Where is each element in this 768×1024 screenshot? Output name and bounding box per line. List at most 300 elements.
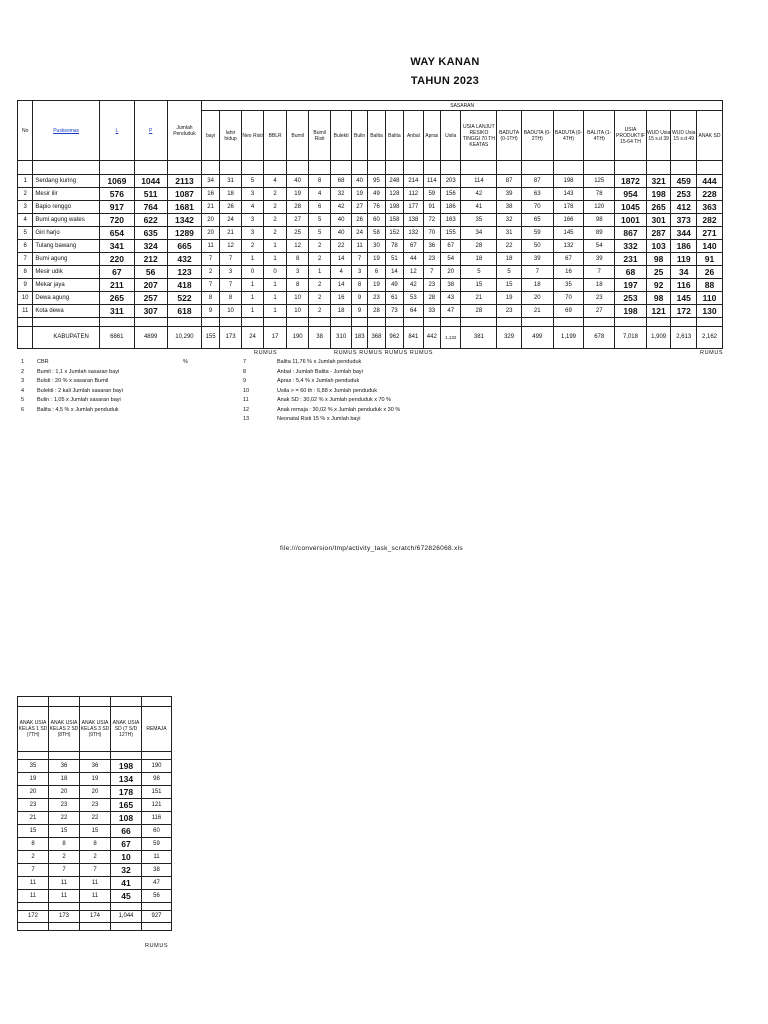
note-number: 1 (21, 359, 25, 365)
target-value: 98 (646, 253, 671, 266)
table2-value: 22 (49, 812, 80, 825)
target-value: 1 (242, 253, 264, 266)
target-value: 321 (646, 175, 671, 188)
target-value: 35 (461, 214, 497, 227)
target-value: 23 (423, 253, 440, 266)
table2-value: 8 (80, 838, 111, 851)
table-row (18, 253, 723, 266)
target-value: 14 (385, 266, 403, 279)
target-value: 10 (219, 305, 242, 318)
target-value: 34 (671, 266, 697, 279)
target-value: 78 (385, 240, 403, 253)
rumus-label: RUMUS (700, 350, 724, 356)
target-value: 15 (497, 279, 522, 292)
target-value: 39 (521, 253, 553, 266)
target-value: 1 (263, 305, 287, 318)
target-value: 186 (671, 240, 697, 253)
total-target-value: 678 (584, 327, 615, 349)
report-title: WAY KANAN (410, 56, 480, 68)
target-value: 2 (308, 292, 331, 305)
target-value: 31 (219, 175, 242, 188)
target-value: 67 (553, 253, 584, 266)
target-value: 53 (404, 292, 423, 305)
table-row (18, 890, 172, 903)
target-value: 2 (263, 227, 287, 240)
target-value: 72 (423, 214, 440, 227)
header-sasaran-col: BBLR (263, 111, 287, 161)
target-value: 1 (263, 279, 287, 292)
header-puskesmas-link[interactable]: Puskesmas (33, 101, 100, 161)
target-value: 5 (461, 266, 497, 279)
table2-value: 11 (80, 890, 111, 903)
row-number: 6 (18, 240, 33, 253)
target-value: 8 (351, 279, 367, 292)
target-value: 11 (351, 240, 367, 253)
target-value: 39 (584, 253, 615, 266)
female-count: 207 (134, 279, 167, 292)
target-value: 44 (404, 253, 423, 266)
table2-value: 165 (111, 799, 142, 812)
target-value: 5 (497, 266, 522, 279)
total-row (18, 327, 723, 349)
population-total: 418 (167, 279, 202, 292)
target-value: 20 (440, 266, 460, 279)
table2-value: 108 (111, 812, 142, 825)
table2-value: 59 (142, 838, 172, 851)
total-female: 4899 (134, 327, 167, 349)
target-value: 138 (404, 214, 423, 227)
target-value: 61 (385, 292, 403, 305)
table2-value: 134 (111, 773, 142, 786)
row-number: 1 (18, 175, 33, 188)
target-value: 49 (368, 188, 385, 201)
target-value: 25 (646, 266, 671, 279)
target-value: 49 (385, 279, 403, 292)
note-text: Anak SD : 30,02 % x Jumlah penduduk x 70 % (277, 397, 392, 403)
header-sasaran-col: Bulekti (331, 111, 351, 161)
total-target-value: 442 (423, 327, 440, 349)
table-row (18, 812, 172, 825)
target-value: 8 (287, 253, 309, 266)
target-value: 63 (521, 188, 553, 201)
total-target-value: 1,199 (553, 327, 584, 349)
male-count: 67 (99, 266, 134, 279)
table2-value: 151 (142, 786, 172, 799)
target-value: 178 (553, 201, 584, 214)
target-value: 186 (440, 201, 460, 214)
target-value: 33 (423, 305, 440, 318)
target-value: 248 (385, 175, 403, 188)
header-jumlah-penduduk: Jumlah Penduduk (167, 101, 202, 161)
header-l-link[interactable]: L (99, 101, 134, 161)
target-value: 3 (219, 266, 242, 279)
target-value: 15 (461, 279, 497, 292)
note-text: Apras : 5,4 % x Jumlah penduduk (277, 378, 360, 384)
target-value: 114 (461, 175, 497, 188)
row-number: 3 (18, 201, 33, 214)
table-row (18, 266, 723, 279)
target-value: 58 (368, 227, 385, 240)
header-sasaran-col: WUD Usia 15 s.d 49 (671, 111, 697, 161)
target-value: 119 (671, 253, 697, 266)
total-target-value: 17 (263, 327, 287, 349)
total-target-value: 1,909 (646, 327, 671, 349)
target-value: 36 (423, 240, 440, 253)
target-value: 59 (521, 227, 553, 240)
note-text: Bulin : 1,05 x Jumlah sasaran bayi (37, 397, 121, 403)
target-value: 34 (202, 175, 219, 188)
female-count: 257 (134, 292, 167, 305)
note-text: Balita : 4,5 % x Jumlah penduduk (37, 406, 119, 413)
target-value: 14 (331, 253, 351, 266)
table-row (18, 773, 172, 786)
formula-note (21, 368, 188, 378)
target-value: 2 (242, 240, 264, 253)
total-target-value: 190 (287, 327, 309, 349)
target-value: 18 (331, 305, 351, 318)
target-value: 1872 (615, 175, 647, 188)
table2-value: 178 (111, 786, 142, 799)
target-value: 253 (615, 292, 647, 305)
target-value: 23 (497, 305, 522, 318)
target-value: 1 (242, 292, 264, 305)
target-value: 231 (615, 253, 647, 266)
target-value: 125 (584, 175, 615, 188)
row-number: 2 (18, 188, 33, 201)
target-value: 143 (553, 188, 584, 201)
target-value: 158 (385, 214, 403, 227)
target-value: 120 (584, 201, 615, 214)
row-number: 5 (18, 227, 33, 240)
target-value: 155 (440, 227, 460, 240)
total-label: KABUPATEN (33, 327, 100, 349)
target-value: 18 (497, 253, 522, 266)
target-value: 363 (697, 201, 723, 214)
target-value: 130 (697, 305, 723, 318)
note-text: Bulsti : 20 % x sasaran Bumil (37, 378, 109, 384)
formula-note (21, 387, 188, 397)
header-sasaran-col: Bumil Risti (308, 111, 331, 161)
header-sasaran-col: ANAK SD (697, 111, 723, 161)
target-value: 2 (263, 214, 287, 227)
target-value: 198 (553, 175, 584, 188)
target-value: 26 (697, 266, 723, 279)
target-value: 21 (461, 292, 497, 305)
file-path: file:///conversion/tmp/activity_task_scratch/672826068.xls (280, 545, 463, 552)
target-value: 21 (202, 201, 219, 214)
target-value: 132 (553, 240, 584, 253)
target-value: 112 (404, 188, 423, 201)
row-number: 7 (18, 253, 33, 266)
table2-value: 11 (18, 890, 49, 903)
formula-note (21, 377, 188, 387)
note-number: 2 (21, 368, 25, 375)
target-value: 3 (242, 188, 264, 201)
table2-value: 2 (18, 851, 49, 864)
table2-value: 19 (80, 773, 111, 786)
target-value: 7 (521, 266, 553, 279)
target-value: 68 (615, 266, 647, 279)
target-value: 6 (308, 201, 331, 214)
formula-note (243, 377, 400, 387)
table2-value: 23 (49, 799, 80, 812)
target-value: 265 (646, 201, 671, 214)
table2-value: 15 (18, 825, 49, 838)
header-sasaran-col: Balita (368, 111, 385, 161)
note-number: 9 (243, 378, 247, 384)
rumus-label: RUMUS (254, 350, 278, 356)
header-sasaran-col: Balita (385, 111, 403, 161)
target-value: 9 (351, 305, 367, 318)
population-total: 1289 (167, 227, 202, 240)
target-value: 18 (521, 279, 553, 292)
header-sasaran-col: BADUTA (0-1TH) (497, 111, 522, 161)
table2-value: 35 (18, 760, 49, 773)
table2-value: 11 (142, 851, 172, 864)
formula-note (21, 396, 188, 406)
target-value: 20 (202, 214, 219, 227)
target-value: 21 (219, 227, 242, 240)
target-value: 22 (331, 240, 351, 253)
table2-value: 18 (49, 773, 80, 786)
target-value: 23 (584, 292, 615, 305)
table2-value: 8 (18, 838, 49, 851)
note-number: 7 (243, 359, 247, 365)
target-value: 128 (385, 188, 403, 201)
note-percent: % (183, 359, 188, 365)
target-value: 228 (697, 188, 723, 201)
formula-notes-right (243, 358, 400, 425)
header-p-link[interactable]: P (134, 101, 167, 161)
target-value: 26 (351, 214, 367, 227)
target-value: 19 (497, 292, 522, 305)
table2-total-value: 1,044 (111, 911, 142, 923)
target-value: 1 (263, 253, 287, 266)
target-value: 0 (242, 266, 264, 279)
male-count: 311 (99, 305, 134, 318)
target-value: 26 (219, 201, 242, 214)
target-value: 87 (497, 175, 522, 188)
table2-value: 8 (49, 838, 80, 851)
table2-header: ANAK USIA KELAS 1 SD (7TH) (18, 707, 49, 752)
target-value: 10 (287, 292, 309, 305)
target-value: 152 (385, 227, 403, 240)
table2-value: 23 (18, 799, 49, 812)
target-value: 11 (202, 240, 219, 253)
target-value: 2 (308, 279, 331, 292)
target-value: 54 (440, 253, 460, 266)
target-value: 19 (368, 253, 385, 266)
target-value: 24 (351, 227, 367, 240)
target-value: 40 (331, 214, 351, 227)
female-count: 635 (134, 227, 167, 240)
target-value: 78 (584, 188, 615, 201)
target-value: 166 (553, 214, 584, 227)
table2-value: 56 (142, 890, 172, 903)
total-target-value: 155 (202, 327, 219, 349)
target-value: 18 (219, 188, 242, 201)
target-value: 3 (242, 214, 264, 227)
target-value: 60 (368, 214, 385, 227)
table2-value: 21 (18, 812, 49, 825)
target-value: 42 (461, 188, 497, 201)
population-total: 665 (167, 240, 202, 253)
total-population: 10,290 (167, 327, 202, 349)
table2-header: REMAJA (142, 707, 172, 752)
target-value: 344 (671, 227, 697, 240)
target-value: 30 (368, 240, 385, 253)
target-value: 253 (671, 188, 697, 201)
note-number: 4 (21, 387, 25, 394)
population-total: 1342 (167, 214, 202, 227)
target-value: 31 (497, 227, 522, 240)
formula-note (21, 406, 188, 416)
target-value: 198 (385, 201, 403, 214)
table-row (18, 214, 723, 227)
total-target-value: 381 (461, 327, 497, 349)
header-sasaran-col: Neo Risti (242, 111, 264, 161)
header-sasaran: SASARAN (202, 101, 723, 111)
table2-value: 11 (49, 890, 80, 903)
table-row (18, 838, 172, 851)
table2-value: 121 (142, 799, 172, 812)
total-target-value: 38 (308, 327, 331, 349)
population-total: 123 (167, 266, 202, 279)
female-count: 212 (134, 253, 167, 266)
male-count: 265 (99, 292, 134, 305)
female-count: 622 (134, 214, 167, 227)
target-value: 18 (461, 253, 497, 266)
row-number: 9 (18, 279, 33, 292)
table2-value: 11 (80, 877, 111, 890)
table2-value: 116 (142, 812, 172, 825)
target-value: 7 (584, 266, 615, 279)
target-value: 28 (461, 240, 497, 253)
total-target-value: 962 (385, 327, 403, 349)
target-value: 444 (697, 175, 723, 188)
total-target-value: 7,018 (615, 327, 647, 349)
header-sasaran-col: Usila (440, 111, 460, 161)
target-value: 282 (697, 214, 723, 227)
rumus-label: RUMUS (145, 943, 169, 949)
note-text: Anbal : Jumlah Balita - Jumlah bayi (277, 368, 363, 375)
female-count: 764 (134, 201, 167, 214)
target-value: 35 (553, 279, 584, 292)
male-count: 1069 (99, 175, 134, 188)
target-value: 70 (521, 201, 553, 214)
table2-header-row (18, 707, 172, 752)
note-number: 11 (243, 397, 249, 403)
target-value: 38 (497, 201, 522, 214)
puskesmas-name: Mesir udik (33, 266, 100, 279)
target-value: 140 (697, 240, 723, 253)
puskesmas-name: Serdang kuring (33, 175, 100, 188)
male-count: 211 (99, 279, 134, 292)
target-value: 67 (404, 240, 423, 253)
note-number: 6 (21, 406, 25, 413)
target-value: 2 (263, 201, 287, 214)
target-value: 198 (615, 305, 647, 318)
table-row (18, 760, 172, 773)
target-value: 14 (331, 279, 351, 292)
note-number: 5 (21, 397, 25, 403)
target-value: 41 (461, 201, 497, 214)
target-value: 121 (646, 305, 671, 318)
target-value: 145 (553, 227, 584, 240)
table2-header: ANAK USIA KELAS 2 SD (8TH) (49, 707, 80, 752)
header-no: No (18, 101, 33, 161)
target-value: 7 (351, 253, 367, 266)
row-number: 8 (18, 266, 33, 279)
target-value: 8 (287, 279, 309, 292)
target-value: 332 (615, 240, 647, 253)
target-value: 7 (423, 266, 440, 279)
target-value: 32 (497, 214, 522, 227)
target-value: 67 (440, 240, 460, 253)
total-target-value: 329 (497, 327, 522, 349)
table-row (18, 227, 723, 240)
target-value: 91 (423, 201, 440, 214)
table2-value: 7 (80, 864, 111, 877)
formula-note (243, 387, 400, 397)
table-row (18, 864, 172, 877)
table2-value: 67 (111, 838, 142, 851)
table2-header: ANAK USIA KELAS 3 SD (9TH) (80, 707, 111, 752)
header-sasaran-col: Anbal (404, 111, 423, 161)
table2-value: 198 (111, 760, 142, 773)
table2-value: 11 (18, 877, 49, 890)
blank-row (18, 752, 172, 760)
target-value: 2 (308, 240, 331, 253)
table2-value: 66 (111, 825, 142, 838)
note-number: 3 (21, 378, 25, 384)
female-count: 1044 (134, 175, 167, 188)
target-value: 42 (404, 279, 423, 292)
table2-value: 23 (80, 799, 111, 812)
table2-value: 60 (142, 825, 172, 838)
table-row (18, 201, 723, 214)
header-sasaran-col: BALITA (1-4TH) (584, 111, 615, 161)
header-sasaran-col: BADUTA (0-4TH) (553, 111, 584, 161)
target-value: 103 (646, 240, 671, 253)
population-target-table (17, 100, 723, 349)
total-target-value: 310 (331, 327, 351, 349)
table-row (18, 305, 723, 318)
table2-value: 20 (18, 786, 49, 799)
target-value: 59 (423, 188, 440, 201)
note-text: Bulekti : 2 kali Jumlah sasaran bayi (37, 387, 123, 394)
target-value: 1 (242, 305, 264, 318)
target-value: 12 (219, 240, 242, 253)
table2-value: 7 (49, 864, 80, 877)
blank-row (18, 318, 723, 327)
target-value: 21 (521, 305, 553, 318)
target-value: 28 (461, 305, 497, 318)
target-value: 8 (202, 292, 219, 305)
table2-value: 20 (49, 786, 80, 799)
table2-value: 15 (49, 825, 80, 838)
header-sasaran-col: lahir hidup (219, 111, 242, 161)
target-value: 19 (351, 188, 367, 201)
puskesmas-name: Tulang bawang (33, 240, 100, 253)
population-total: 2113 (167, 175, 202, 188)
male-count: 576 (99, 188, 134, 201)
formula-note (243, 415, 400, 425)
target-value: 172 (671, 305, 697, 318)
target-value: 2 (202, 266, 219, 279)
total-target-value: 183 (351, 327, 367, 349)
note-text: Balita 11,76 % x Jumlah penduduk (277, 359, 362, 365)
